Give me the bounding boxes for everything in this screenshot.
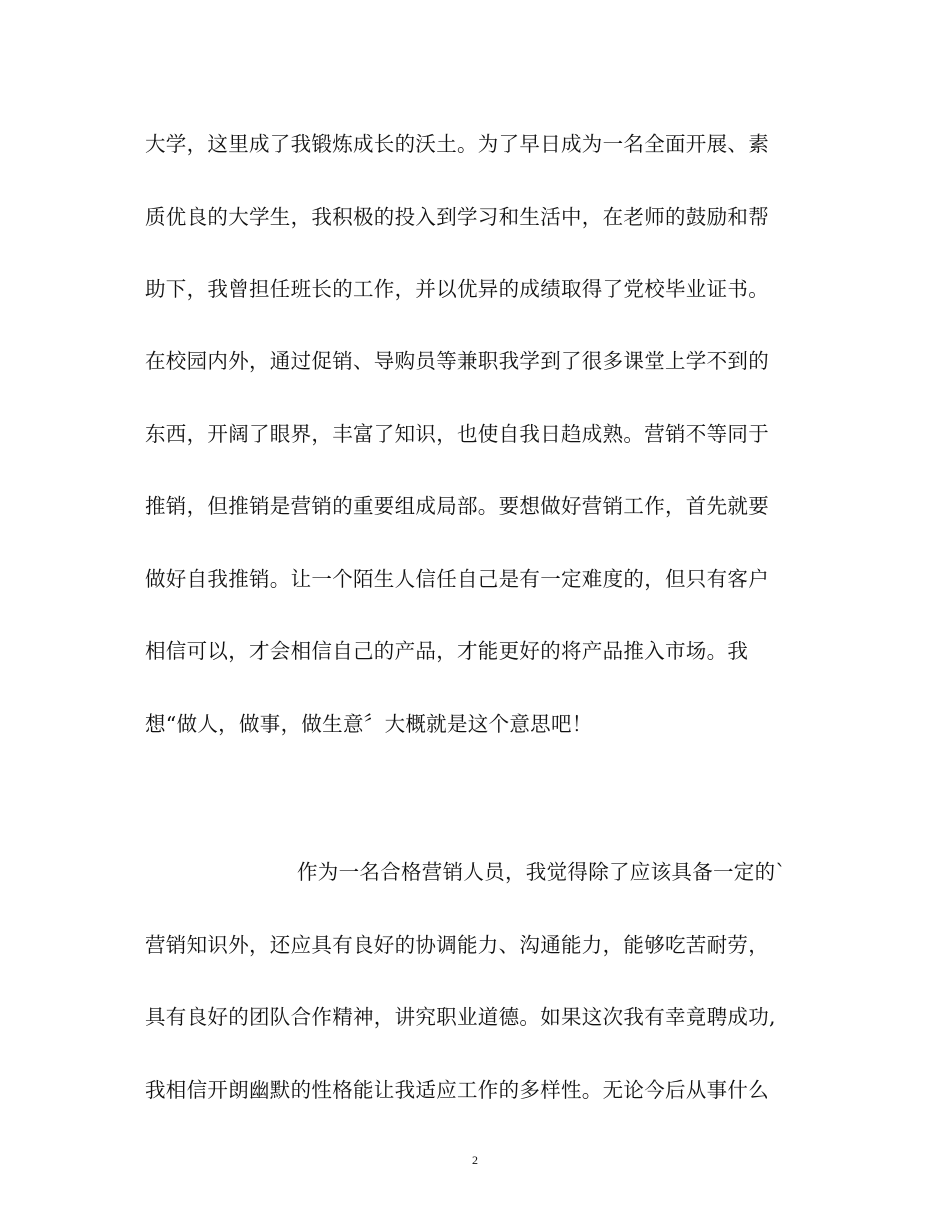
text-line: 助下，我曾担任班长的工作，并以优异的成绩取得了党校毕业证书。	[145, 277, 769, 301]
text-line: 想“做人，做事，做生意〞大概就是这个意思吧！	[145, 712, 593, 736]
text-line: 在校园内外，通过促销、导购员等兼职我学到了很多课堂上学不到的	[145, 349, 769, 373]
page-number: 2	[472, 1153, 478, 1167]
text-line: 我相信开朗幽默的性格能让我适应工作的多样性。无论今后从事什么	[145, 1078, 769, 1102]
text-line: 作为一名合格营销人员，我觉得除了应该具备一定的`	[297, 860, 786, 884]
text-line: 营销知识外，还应具有良好的协调能力、沟通能力，能够吃苦耐劳，	[145, 933, 769, 957]
text-line: 东西，开阔了眼界，丰富了知识，也使自我日趋成熟。营销不等同于	[145, 422, 769, 446]
text-line: 做好自我推销。让一个陌生人信任自己是有一定难度的，但只有客户	[145, 567, 769, 591]
text-line: 质优良的大学生，我积极的投入到学习和生活中，在老师的鼓励和帮	[145, 205, 769, 229]
text-line: 相信可以，才会相信自己的产品，才能更好的将产品推入市场。我	[145, 639, 749, 663]
text-line: 具有良好的团队合作精神，讲究职业道德。如果这次我有幸竟聘成功,	[145, 1005, 776, 1029]
text-line: 推销，但推销是营销的重要组成局部。要想做好营销工作，首先就要	[145, 494, 769, 518]
text-line: 大学，这里成了我锻炼成长的沃土。为了早日成为一名全面开展、素	[145, 132, 769, 156]
